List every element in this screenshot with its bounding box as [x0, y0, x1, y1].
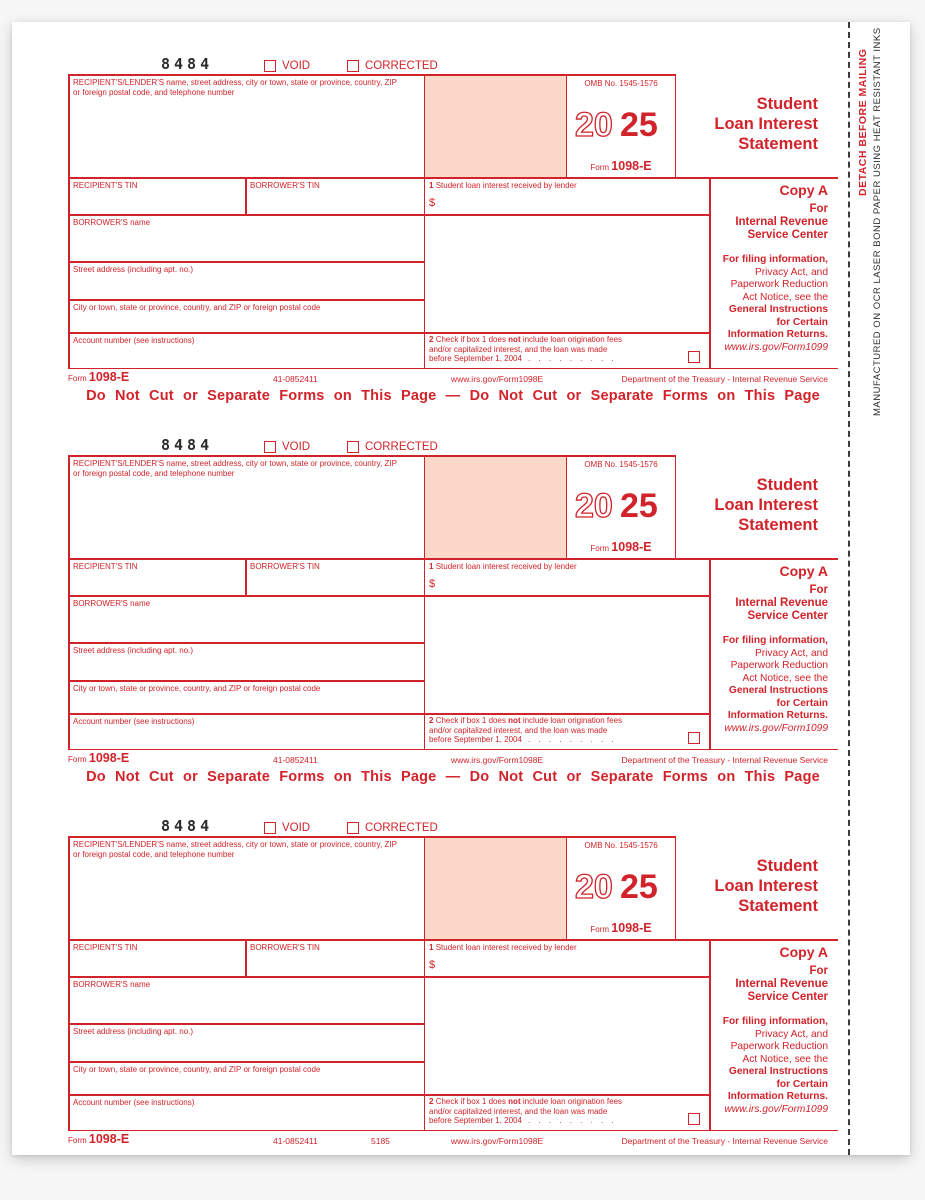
- form-page: [12, 22, 910, 1155]
- form-footer: [68, 1131, 838, 1148]
- recipient-tin-field[interactable]: [68, 558, 245, 595]
- perforation-dashed-line: [848, 22, 850, 1155]
- borrower-tin-field[interactable]: [245, 177, 424, 214]
- city-state-zip-label: City or town, state or province, country, and ZIP or foreign postal code: [73, 684, 321, 693]
- catalog-number: 41-0852411: [273, 755, 318, 765]
- void-checkbox[interactable]: [264, 822, 276, 834]
- form-word: Form: [590, 163, 610, 172]
- form-1098e-copy: [68, 815, 838, 1148]
- footer-form-number: Form 1098-E: [68, 751, 130, 765]
- dotted-leaders: . . . . . . . . .: [527, 735, 617, 744]
- form-number-omb: [567, 921, 675, 935]
- treasury-department-text: Department of the Treasury - Internal Revenue Service: [621, 374, 828, 384]
- omb-number: OMB No. 1545-1576: [584, 460, 658, 469]
- ocr-code: 8484: [161, 436, 214, 454]
- form-word: Form: [590, 925, 610, 934]
- form-number: 1098-E: [611, 159, 652, 173]
- copy-a-column: [708, 179, 828, 369]
- tax-year: [573, 483, 669, 525]
- top-control-row: [68, 815, 838, 836]
- shaded-box: [424, 455, 567, 558]
- irs-1099-url: www.irs.gov/Form1099: [724, 1103, 828, 1115]
- street-address-field[interactable]: [68, 642, 424, 680]
- title-line: Student: [756, 95, 818, 113]
- irs-1098e-url: www.irs.gov/Form1098E: [451, 755, 544, 765]
- svg-text:25: 25: [620, 868, 658, 906]
- recipient-tin-field[interactable]: [68, 939, 245, 976]
- box2-checkbox[interactable]: [688, 1113, 700, 1125]
- detach-before-mailing-text: DETACH BEFORE MAILING: [857, 48, 869, 196]
- irs-1099-url: www.irs.gov/Form1099: [724, 722, 828, 734]
- box1-label: 1 Student loan interest received by lender: [429, 562, 577, 571]
- svg-text:20: 20: [575, 487, 613, 525]
- recipient-lender-label: RECIPIENT'S/LENDER'S name, street address, city or town, state or province, country, ZIP or foreign postal code, and telephone number: [73, 840, 397, 859]
- ocr-code: 8484: [161, 817, 214, 835]
- form-word: Form: [590, 544, 610, 553]
- box1-interest-field[interactable]: [424, 558, 709, 595]
- filing-information-note: For filing information, Privacy Act, and Paperwork Reduction Act Notice, see the General Instructions for Certain Information Returns. www.irs.gov/Form1099: [708, 254, 828, 354]
- void-checkbox[interactable]: [264, 441, 276, 453]
- account-number-field[interactable]: [68, 713, 424, 750]
- form-1098e-copy: [68, 434, 838, 787]
- svg-text:20: 20: [575, 868, 613, 906]
- recipient-tin-label: RECIPIENT'S TIN: [73, 181, 138, 190]
- statement-title: [675, 94, 828, 154]
- corrected-label: CORRECTED: [365, 822, 438, 834]
- borrower-tin-label: BORROWER'S TIN: [250, 181, 320, 190]
- form-1098e-copy: [68, 53, 838, 406]
- omb-year-box: [567, 455, 675, 558]
- title-line: Statement: [738, 516, 818, 534]
- form-body: [68, 455, 838, 750]
- footer-form-number: Form 1098-E: [68, 370, 130, 384]
- catalog-number: 41-0852411: [273, 374, 318, 384]
- treasury-department-text: Department of the Treasury - Internal Revenue Service: [621, 755, 828, 765]
- copy-a-column: [708, 941, 828, 1131]
- account-number-label: Account number (see instructions): [73, 717, 195, 726]
- irs-1098e-url: www.irs.gov/Form1098E: [451, 1136, 544, 1146]
- recipient-tin-label: RECIPIENT'S TIN: [73, 562, 138, 571]
- city-state-zip-label: City or town, state or province, country, and ZIP or foreign postal code: [73, 303, 321, 312]
- recipient-lender-field[interactable]: [68, 836, 424, 939]
- box2-section: [424, 332, 709, 369]
- form-number-omb: [567, 540, 675, 554]
- form-number-omb: [567, 159, 675, 173]
- corrected-label: CORRECTED: [365, 441, 438, 453]
- borrower-tin-field[interactable]: [245, 939, 424, 976]
- box2-section: [424, 1094, 709, 1131]
- form-body: [68, 836, 838, 1131]
- footer-form-number: Form 1098-E: [68, 1132, 130, 1146]
- dollar-sign: $: [429, 197, 436, 209]
- box2-label: 2 Check if box 1 does not include loan origination fees and/or capitalized interest, and the loan was made before September 1, 2004 . . . . . . . . .: [429, 1097, 623, 1125]
- omb-year-box: [567, 74, 675, 177]
- title-line: Statement: [738, 135, 818, 153]
- form-footer: [68, 750, 838, 767]
- recipient-lender-field[interactable]: [68, 455, 424, 558]
- recipient-lender-label: RECIPIENT'S/LENDER'S name, street address, city or town, state or province, country, ZIP or foreign postal code, and telephone number: [73, 78, 397, 97]
- copy-destination: For Internal Revenue Service Center: [735, 965, 828, 1003]
- form-number: 1098-E: [611, 540, 652, 554]
- account-number-label: Account number (see instructions): [73, 1098, 195, 1107]
- corrected-checkbox[interactable]: [347, 441, 359, 453]
- street-address-label: Street address (including apt. no.): [73, 646, 194, 655]
- copy-destination: For Internal Revenue Service Center: [735, 203, 828, 241]
- account-number-label: Account number (see instructions): [73, 336, 195, 345]
- title-line: Loan Interest: [714, 496, 818, 514]
- filing-information-note: For filing information, Privacy Act, and Paperwork Reduction Act Notice, see the General Instructions for Certain Information Returns. www.irs.gov/Form1099: [708, 1016, 828, 1116]
- box1-interest-field[interactable]: [424, 177, 709, 214]
- box1-interest-field[interactable]: [424, 939, 709, 976]
- dollar-sign: $: [429, 959, 436, 971]
- box2-checkbox[interactable]: [688, 732, 700, 744]
- forms-container: [68, 53, 838, 1176]
- copy-a-label: Copy A: [779, 944, 828, 960]
- treasury-department-text: Department of the Treasury - Internal Revenue Service: [621, 1136, 828, 1146]
- void-label: VOID: [282, 60, 311, 72]
- corrected-checkbox[interactable]: [347, 60, 359, 72]
- recipient-tin-field[interactable]: [68, 177, 245, 214]
- tax-year: [573, 102, 669, 144]
- recipient-lender-label: RECIPIENT'S/LENDER'S name, street address, city or town, state or province, country, ZIP or foreign postal code, and telephone number: [73, 459, 397, 478]
- title-line: Statement: [738, 897, 818, 915]
- recipient-tin-label: RECIPIENT'S TIN: [73, 943, 138, 952]
- city-state-zip-field[interactable]: [68, 1061, 424, 1094]
- void-checkbox[interactable]: [264, 60, 276, 72]
- dotted-leaders: . . . . . . . . .: [527, 1116, 617, 1125]
- top-control-row: [68, 53, 838, 74]
- catalog-number: 41-0852411: [273, 1136, 318, 1146]
- title-line: Student: [756, 476, 818, 494]
- corrected-label: CORRECTED: [365, 60, 438, 72]
- borrower-name-label: BORROWER'S name: [73, 980, 151, 989]
- omb-year-box: [567, 836, 675, 939]
- city-state-zip-label: City or town, state or province, country, and ZIP or foreign postal code: [73, 1065, 321, 1074]
- city-state-zip-field[interactable]: [68, 680, 424, 713]
- omb-number: OMB No. 1545-1576: [584, 79, 658, 88]
- do-not-cut-separator: Do Not Cut or Separate Forms on This Page — Do Not Cut or Separate Forms on This Page: [86, 388, 820, 404]
- copy-a-label: Copy A: [779, 182, 828, 198]
- dollar-sign: $: [429, 578, 436, 590]
- dotted-leaders: . . . . . . . . .: [527, 354, 617, 363]
- borrower-name-field[interactable]: [68, 976, 424, 1023]
- ocr-code: 8484: [161, 55, 214, 73]
- copy-destination: For Internal Revenue Service Center: [735, 584, 828, 622]
- form-number: 1098-E: [611, 921, 652, 935]
- top-control-row: [68, 434, 838, 455]
- street-address-field[interactable]: [68, 1023, 424, 1061]
- omb-number: OMB No. 1545-1576: [584, 841, 658, 850]
- box1-label: 1 Student loan interest received by lender: [429, 181, 577, 190]
- recipient-lender-field[interactable]: [68, 74, 424, 177]
- form-footer: [68, 369, 838, 386]
- corrected-checkbox[interactable]: [347, 822, 359, 834]
- borrower-tin-label: BORROWER'S TIN: [250, 943, 320, 952]
- borrower-tin-field[interactable]: [245, 558, 424, 595]
- irs-1098e-url: www.irs.gov/Form1098E: [451, 374, 544, 384]
- title-line: Student: [756, 857, 818, 875]
- statement-title: [675, 856, 828, 916]
- do-not-cut-separator: Do Not Cut or Separate Forms on This Page — Do Not Cut or Separate Forms on This Page: [86, 769, 820, 785]
- street-address-label: Street address (including apt. no.): [73, 265, 194, 274]
- title-line: Loan Interest: [714, 115, 818, 133]
- borrower-name-field[interactable]: [68, 214, 424, 261]
- print-serial-number: 5185: [371, 1136, 390, 1146]
- shaded-box: [424, 836, 567, 939]
- title-line: Loan Interest: [714, 877, 818, 895]
- void-label: VOID: [282, 822, 311, 834]
- box1-label: 1 Student loan interest received by lender: [429, 943, 577, 952]
- account-number-field[interactable]: [68, 332, 424, 369]
- filing-information-note: For filing information, Privacy Act, and Paperwork Reduction Act Notice, see the General Instructions for Certain Information Returns. www.irs.gov/Form1099: [708, 635, 828, 735]
- svg-text:25: 25: [620, 487, 658, 525]
- box2-section: [424, 713, 709, 750]
- tax-year: [573, 864, 669, 906]
- box2-label: 2 Check if box 1 does not include loan origination fees and/or capitalized interest, and the loan was made before September 1, 2004 . . . . . . . . .: [429, 335, 623, 363]
- city-state-zip-field[interactable]: [68, 299, 424, 332]
- box2-checkbox[interactable]: [688, 351, 700, 363]
- void-label: VOID: [282, 441, 311, 453]
- form-body: [68, 74, 838, 369]
- borrower-name-label: BORROWER'S name: [73, 218, 151, 227]
- account-number-field[interactable]: [68, 1094, 424, 1131]
- street-address-field[interactable]: [68, 261, 424, 299]
- svg-text:20: 20: [575, 106, 613, 144]
- manufactured-on-ocr-paper-text: MANUFACTURED ON OCR LASER BOND PAPER USING HEAT RESISTANT INKS: [872, 27, 883, 416]
- box2-label: 2 Check if box 1 does not include loan origination fees and/or capitalized interest, and the loan was made before September 1, 2004 . . . . . . . . .: [429, 716, 623, 744]
- svg-text:25: 25: [620, 106, 658, 144]
- shaded-box: [424, 74, 567, 177]
- borrower-name-label: BORROWER'S name: [73, 599, 151, 608]
- statement-title: [675, 475, 828, 535]
- copy-a-column: [708, 560, 828, 750]
- irs-1099-url: www.irs.gov/Form1099: [724, 341, 828, 353]
- borrower-tin-label: BORROWER'S TIN: [250, 562, 320, 571]
- copy-a-label: Copy A: [779, 563, 828, 579]
- borrower-name-field[interactable]: [68, 595, 424, 642]
- street-address-label: Street address (including apt. no.): [73, 1027, 194, 1036]
